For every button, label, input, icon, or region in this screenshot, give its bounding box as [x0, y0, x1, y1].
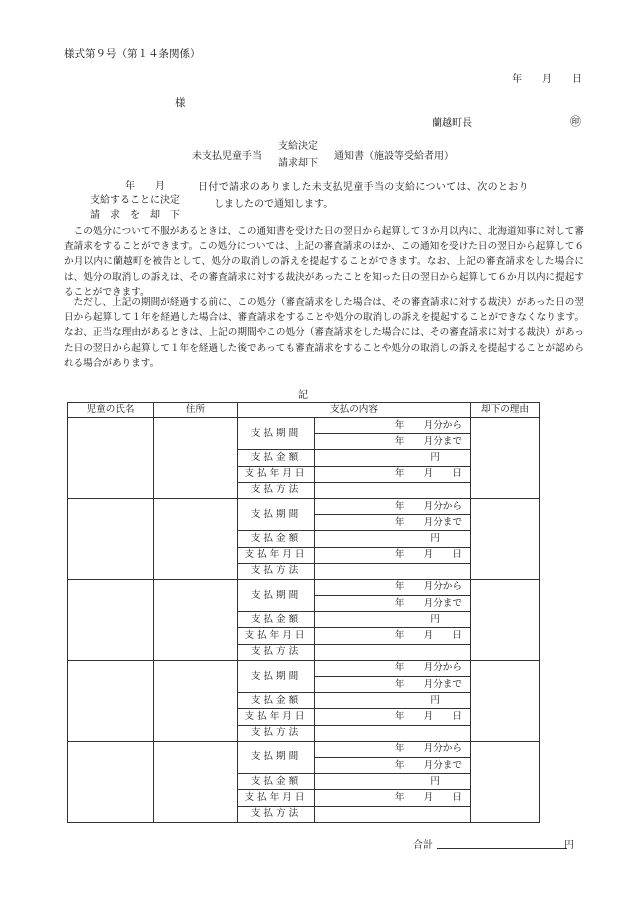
period-from: 年 月分から: [315, 741, 471, 757]
rejection-reason-cell[interactable]: [471, 660, 540, 741]
notice-paragraph-2: ただし、上記の期間が経過する前に、この処分（審査請求をした場合は、その審査請求に対する裁決）があった日の翌日から起算して１年を経過した場合は、審査請求をすることや処分の取消しの訴えを提起することができなくなります。なお、正当な理由があるときは、上記の期間やこの処分（審査請求をした場合には、その審査請求に対する裁決）があった日の翌日から起算して１年を経過した後であっても審査請求をすることや処分の取消しの訴えを提起することが認められる場合があります。: [64, 297, 584, 369]
seal-mark: ㊞: [570, 115, 581, 128]
period-label: 支払期間: [238, 498, 315, 530]
period-from: 年 月分から: [315, 498, 471, 514]
title-option-reject: 請求却下: [278, 158, 318, 169]
addressee-suffix: 様: [175, 97, 186, 109]
amount-value: 円: [315, 774, 471, 790]
header-child-name: 児童の氏名: [68, 403, 154, 418]
method-value[interactable]: [315, 725, 471, 741]
method-label: 支払方法: [238, 806, 315, 822]
child-name-cell[interactable]: [68, 498, 154, 579]
pay-date-label: 支払年月日: [238, 790, 315, 806]
child-name-cell[interactable]: [68, 741, 154, 822]
intro-line-1: 日付で請求のありました未支払児童手当の支給については、次のとおり: [198, 182, 529, 193]
table-row: [68, 579, 540, 595]
intro-option-approve: 支給することに決定: [90, 195, 180, 206]
amount-label: 支払金額: [238, 612, 315, 628]
address-cell[interactable]: [154, 741, 238, 822]
ki-heading: 記: [298, 390, 308, 401]
payment-table: [67, 402, 540, 823]
form-number: 様式第９号（第１４条関係）: [64, 48, 201, 60]
child-name-cell[interactable]: [68, 660, 154, 741]
total-input-line[interactable]: [437, 836, 567, 849]
method-value[interactable]: [315, 806, 471, 822]
period-to: 年 月分まで: [315, 677, 471, 693]
intro-date: 年 月: [125, 181, 165, 192]
issuer-name: 蘭越町長: [432, 118, 472, 129]
rejection-reason-cell[interactable]: [471, 579, 540, 660]
period-label: 支払期間: [238, 579, 315, 611]
pay-date-label: 支払年月日: [238, 466, 315, 482]
table-row: [68, 741, 540, 757]
title-option-approve: 支給決定: [278, 141, 318, 152]
child-name-cell[interactable]: [68, 418, 154, 499]
period-from: 年 月分から: [315, 418, 471, 434]
intro-line-2: しましたので通知します。: [214, 199, 334, 210]
amount-label: 支払金額: [238, 693, 315, 709]
period-to: 年 月分まで: [315, 434, 471, 450]
amount-value: 円: [315, 612, 471, 628]
pay-date-value: 年 月 日: [315, 628, 471, 644]
child-name-cell[interactable]: [68, 579, 154, 660]
header-payment-details: 支払の内容: [238, 403, 471, 418]
method-label: 支払方法: [238, 644, 315, 660]
title-left: 未支払児童手当: [192, 151, 262, 162]
pay-date-value: 年 月 日: [315, 547, 471, 563]
intro-option-reject: 請 求 を 却 下: [90, 210, 180, 221]
amount-label: 支払金額: [238, 531, 315, 547]
period-label: 支払期間: [238, 660, 315, 692]
address-cell[interactable]: [154, 660, 238, 741]
method-label: 支払方法: [238, 563, 315, 579]
amount-value: 円: [315, 531, 471, 547]
address-cell[interactable]: [154, 498, 238, 579]
pay-date-value: 年 月 日: [315, 466, 471, 482]
table-row: [68, 418, 540, 434]
header-rejection-reason: 却下の理由: [471, 403, 540, 418]
period-to: 年 月分まで: [315, 757, 471, 773]
amount-label: 支払金額: [238, 774, 315, 790]
issue-date: 年 月 日: [512, 74, 582, 85]
period-to: 年 月分まで: [315, 596, 471, 612]
period-label: 支払期間: [238, 418, 315, 450]
notice-paragraph-1: この処分について不服があるときは、この通知書を受けた日の翌日から起算して３か月以内に、北海道知事に対して審査請求をすることができます。この処分については、上記の審査請求のほか、この通知を受けた日の翌日から起算して６か月以内に蘭越町を被告として、処分の取消しの訴えを提起することができます。なお、上記の審査請求をした場合には、処分の取消しの訴えは、その審査請求に対する裁決があったことを知った日の翌日から起算して６か月以内に提起することができます。: [64, 226, 584, 298]
pay-date-value: 年 月 日: [315, 790, 471, 806]
method-value[interactable]: [315, 563, 471, 579]
header-address: 住所: [154, 403, 238, 418]
address-cell[interactable]: [154, 579, 238, 660]
rejection-reason-cell[interactable]: [471, 418, 540, 499]
pay-date-label: 支払年月日: [238, 709, 315, 725]
period-from: 年 月分から: [315, 579, 471, 595]
pay-date-label: 支払年月日: [238, 547, 315, 563]
period-from: 年 月分から: [315, 660, 471, 676]
method-label: 支払方法: [238, 482, 315, 498]
pay-date-value: 年 月 日: [315, 709, 471, 725]
total-unit: 円: [564, 840, 574, 851]
period-label: 支払期間: [238, 741, 315, 773]
amount-value: 円: [315, 450, 471, 466]
method-value[interactable]: [315, 482, 471, 498]
method-value[interactable]: [315, 644, 471, 660]
table-row: [68, 498, 540, 514]
period-to: 年 月分まで: [315, 515, 471, 531]
address-cell[interactable]: [154, 418, 238, 499]
amount-value: 円: [315, 693, 471, 709]
total-label: 合計: [413, 840, 433, 851]
rejection-reason-cell[interactable]: [471, 498, 540, 579]
title-right: 通知書（施設等受給者用）: [334, 151, 454, 162]
table-row: [68, 660, 540, 676]
amount-label: 支払金額: [238, 450, 315, 466]
rejection-reason-cell[interactable]: [471, 741, 540, 822]
method-label: 支払方法: [238, 725, 315, 741]
pay-date-label: 支払年月日: [238, 628, 315, 644]
